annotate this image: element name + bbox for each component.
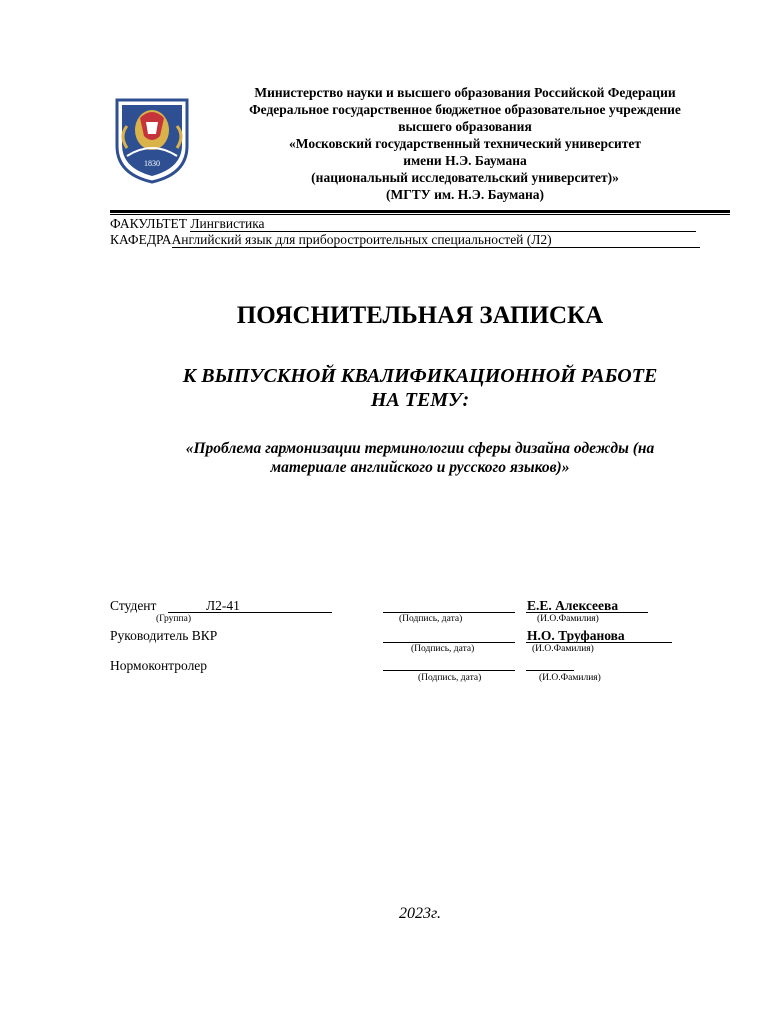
header-line: высшего образования (398, 119, 532, 134)
header-divider-thin (110, 214, 730, 215)
group-underline (168, 612, 332, 613)
faculty-row (110, 216, 696, 232)
faculty-label: ФАКУЛЬТЕТ (110, 216, 187, 231)
normcontrol-label: Нормоконтролер (110, 658, 208, 673)
document-year: 2023г. (398, 905, 442, 922)
department-label: КАФЕДРА (110, 232, 172, 247)
university-header (200, 84, 730, 203)
student-signature-line (383, 612, 515, 613)
supervisor-name-caption: (И.О.Фамилия) (532, 644, 594, 654)
supervisor-sign-caption: (Подпись, дата) (411, 644, 475, 654)
header-line: «Московский государственный технический университет (289, 136, 641, 151)
group-caption: (Группа) (156, 614, 191, 624)
faculty-value: Лингвистика (190, 216, 696, 232)
department-value: Английский язык для приборостроительных специальностей (Л2) (172, 232, 700, 248)
document-subtitle (110, 364, 730, 412)
university-crest-icon (113, 96, 191, 184)
header-line: Министерство науки и высшего образования Российской Федерации (254, 85, 676, 100)
header-divider-thick (110, 210, 730, 213)
subtitle-line: НА ТЕМУ: (370, 389, 470, 411)
topic-line: материале английского и русского языков)» (270, 459, 570, 476)
header-line: (МГТУ им. Н.Э. Баумана) (385, 187, 545, 202)
header-line: (национальный исследовательский университет)» (311, 170, 619, 185)
supervisor-label: Руководитель ВКР (110, 628, 218, 643)
supervisor-signature-line (383, 642, 515, 643)
header-line: имени Н.Э. Баумана (403, 153, 527, 168)
student-name: Е.Е. Алексеева (527, 598, 619, 613)
normcontrol-sign-caption: (Подпись, дата) (418, 673, 482, 683)
student-label: Студент (110, 598, 157, 613)
emblem-year-text: 1830 (144, 159, 160, 168)
thesis-topic (110, 439, 730, 477)
subtitle-line: К ВЫПУСКНОЙ КВАЛИФИКАЦИОННОЙ РАБОТЕ (182, 365, 658, 387)
normcontrol-name-caption: (И.О.Фамилия) (539, 673, 601, 683)
student-group: Л2-41 (206, 598, 240, 613)
supervisor-name: Н.О. Труфанова (527, 628, 625, 643)
department-row (110, 232, 700, 248)
header-line: Федеральное государственное бюджетное образовательное учреждение (249, 102, 681, 117)
student-sign-caption: (Подпись, дата) (399, 614, 463, 624)
normcontrol-signature-line (383, 670, 515, 671)
document-title: ПОЯСНИТЕЛЬНАЯ ЗАПИСКА (236, 302, 604, 329)
student-name-caption: (И.О.Фамилия) (537, 614, 599, 624)
topic-line: «Проблема гармонизации терминологии сферы дизайна одежды (на (185, 440, 655, 457)
normcontrol-name-underline (526, 670, 574, 671)
